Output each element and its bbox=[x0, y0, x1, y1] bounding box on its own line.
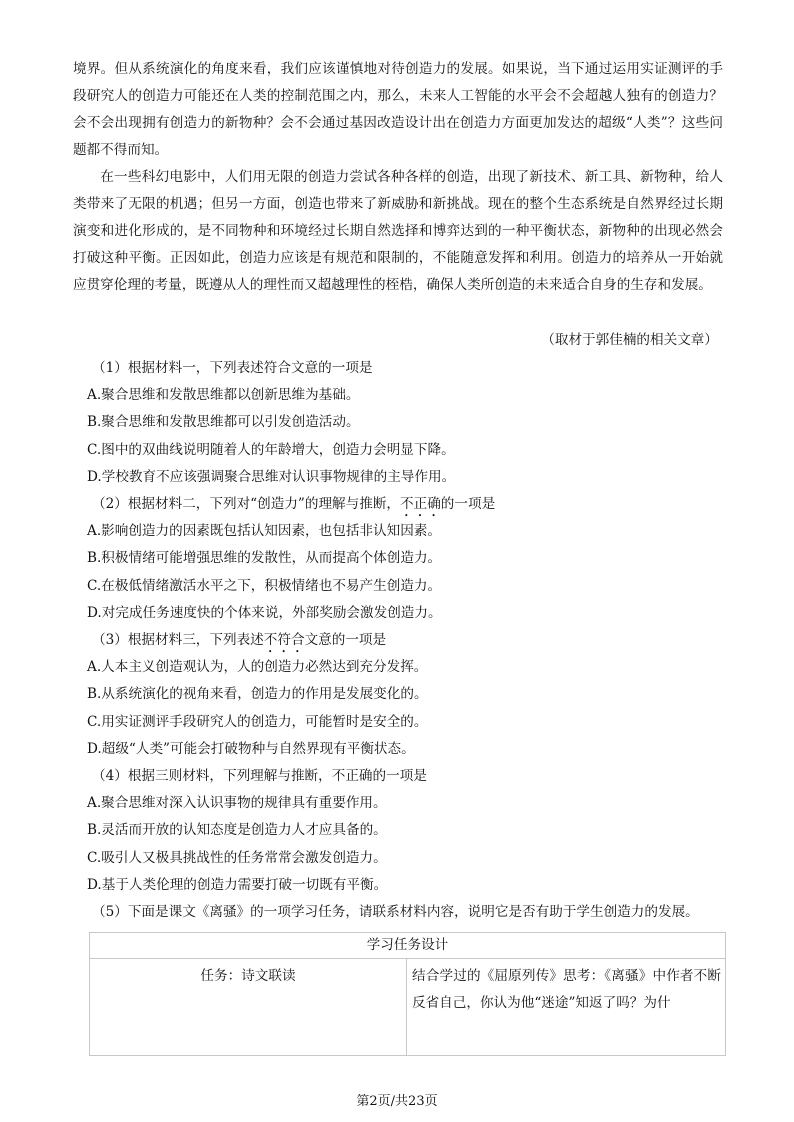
question-2-option-b: B.积极情绪可能增强思维的发散性，从而提高个体创造力。 bbox=[87, 550, 442, 567]
question-5-stem: （5）下面是课文《离骚》的一项学习任务，请联系材料内容，说明它是否有助于学生创造力的发展。 bbox=[92, 904, 699, 920]
question-1-option-a: A.聚合思维和发散思维都以创新思维为基础。 bbox=[87, 387, 360, 404]
question-3-stem bbox=[92, 627, 727, 654]
question-4 bbox=[87, 763, 727, 899]
question-2-option-a: A.影响创造力的因素既包括认知因素，也包括非认知因素。 bbox=[87, 523, 441, 540]
question-3 bbox=[87, 627, 727, 763]
question-2-stem-text: （2）根据材料二，下列对“创造力”的理解与推断， bbox=[92, 496, 401, 512]
task-table-description-cell: 结合学过的《屈原列传》思考：《离骚》中作者不断反省自己，你认为他“迷途”知返了吗？为什 bbox=[407, 959, 726, 1056]
task-table-title: 学习任务设计 bbox=[90, 933, 726, 959]
question-2-option-c: C.在极低情绪激活水平之下，积极情绪也不易产生创造力。 bbox=[87, 577, 442, 594]
question-2-stem-end: 的一项是 bbox=[440, 496, 496, 512]
question-1 bbox=[87, 355, 727, 491]
question-2-stem bbox=[92, 491, 727, 518]
question-1-option-d: D.学校教育不应该强调聚合思维对认识事物规律的主导作用。 bbox=[87, 468, 456, 485]
learning-task-table bbox=[89, 932, 726, 1056]
question-3-option-d: D.超级“人类”可能会打破物种与自然界现有平衡状态。 bbox=[87, 740, 415, 757]
question-4-option-a: A.聚合思维对深入认识事物的规律具有重要作用。 bbox=[87, 795, 387, 812]
question-5 bbox=[87, 899, 727, 926]
question-4-stem: （4）根据三则材料，下列理解与推断，不正确的一项是 bbox=[92, 768, 427, 784]
question-3-option-b: B.从系统演化的视角来看，创造力的作用是发展变化的。 bbox=[87, 686, 428, 703]
question-4-option-d: D.基于人类伦理的创造力需要打破一切既有平衡。 bbox=[87, 876, 388, 893]
question-1-option-c: C.图中的双曲线说明随着人的年龄增大，创造力会明显下降。 bbox=[87, 441, 455, 458]
question-1-stem: （1）根据材料一，下列表述符合文意的一项是 bbox=[92, 360, 373, 376]
question-4-option-c: C.吸引人又极具挑战性的任务常常会激发创造力。 bbox=[87, 849, 387, 866]
question-2-option-d: D.对完成任务速度快的个体来说，外部奖励会激发创造力。 bbox=[87, 604, 442, 621]
passage-paragraph-2: 在一些科幻电影中，人们用无限的创造力尝试各种各样的创造，出现了新技术、新工具、新物种，给人类带来了无限的机遇；但另一方面，创造也带来了新威胁和新挑战。现在的整个生态系统是自然界经过长期演变和进化形成的，是不同物种和环境经过长期自然选择和博弈达到的一种平衡状态，新物种的出现必然会打破这种平衡。正因如此，创造力应该是有规范和限制的，不能随意发挥和利用。创造力的培养从一开始就应贯穿伦理的考量，既遵从人的理性而又超越理性的桎梏，确保人类所创造的未来适合自身的生存和发展。 bbox=[73, 169, 723, 293]
question-3-stem-text: （3）根据材料三，下列表述 bbox=[92, 632, 264, 648]
question-1-option-b: B.聚合思维和发散思维都可以引发创造活动。 bbox=[87, 414, 360, 431]
task-table-task-cell: 任务：诗文联读 bbox=[90, 959, 407, 1056]
passage-paragraph-1: 境界。但从系统演化的角度来看，我们应该谨慎地对待创造力的发展。如果说，当下通过运用实证测评的手段研究人的创造力可能还在人类的控制范围之内，那么，未来人工智能的水平会不会超越人独有的创造力？会不会出现拥有创造力的新物种？会不会通过基因改造设计出在创造力方面更加发达的超级“人类”？这些问题都不得而知。 bbox=[73, 61, 723, 158]
question-4-option-b: B.灵活而开放的认知态度是创造力人才应具备的。 bbox=[87, 822, 387, 839]
question-3-stem-end: 文意的一项是 bbox=[304, 632, 387, 648]
question-2 bbox=[87, 491, 727, 627]
page-footer: 第2页/共23页 bbox=[356, 1094, 438, 1109]
passage-source: （取材于郭佳楠的相关文章） bbox=[541, 332, 718, 348]
question-3-emphasis: 不符合 bbox=[263, 632, 305, 648]
question-3-option-c: C.用实证测评手段研究人的创造力，可能暂时是安全的。 bbox=[87, 713, 428, 730]
question-2-emphasis: 不正确 bbox=[400, 496, 441, 512]
question-3-option-a: A.人本主义创造观认为，人的创造力必然达到充分发挥。 bbox=[87, 659, 428, 676]
